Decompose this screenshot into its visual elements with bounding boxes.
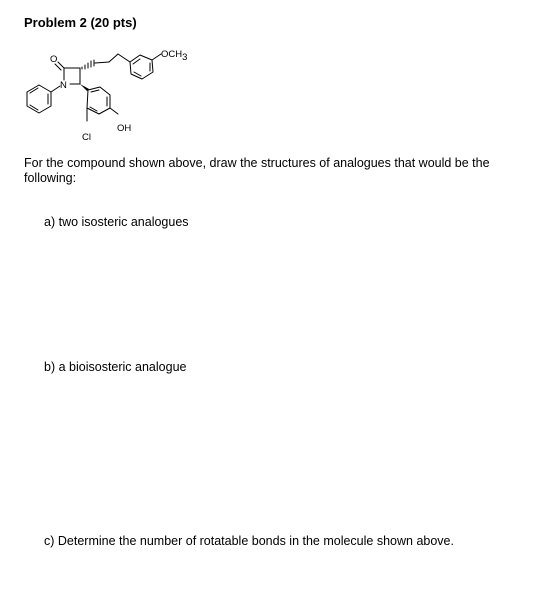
nitrogen-label: N <box>60 80 67 91</box>
part-b-text: a bioisosteric analogue <box>58 360 187 374</box>
hashed-wedge-bond <box>82 60 94 69</box>
part-c-text: Determine the number of rotatable bonds in the molecule shown above. <box>57 534 454 548</box>
methoxy-label: OCH3 <box>161 49 188 63</box>
question-part-a <box>44 215 189 229</box>
methoxyphenyl-ring <box>130 54 161 79</box>
part-c-label: c) <box>44 534 55 548</box>
problem-title: Problem 2 (20 pts) <box>24 15 137 30</box>
part-a-text: two isosteric analogues <box>58 215 189 229</box>
n-phenyl-ring <box>27 85 60 113</box>
carbonyl-oxygen-label: O <box>50 54 58 65</box>
question-intro: For the compound shown above, draw the structures of analogues that would be the following: <box>24 156 490 185</box>
question-part-c <box>44 534 454 548</box>
propyl-chain <box>95 54 130 63</box>
part-a-label: a) <box>44 215 56 229</box>
hydroxyl-label: OH <box>117 123 132 134</box>
chlorophenol-ring <box>87 87 118 121</box>
part-b-label: b) <box>44 360 56 374</box>
chlorine-label: Cl <box>82 132 91 143</box>
question-part-b <box>44 360 186 374</box>
chemical-structure-diagram <box>0 0 535 150</box>
